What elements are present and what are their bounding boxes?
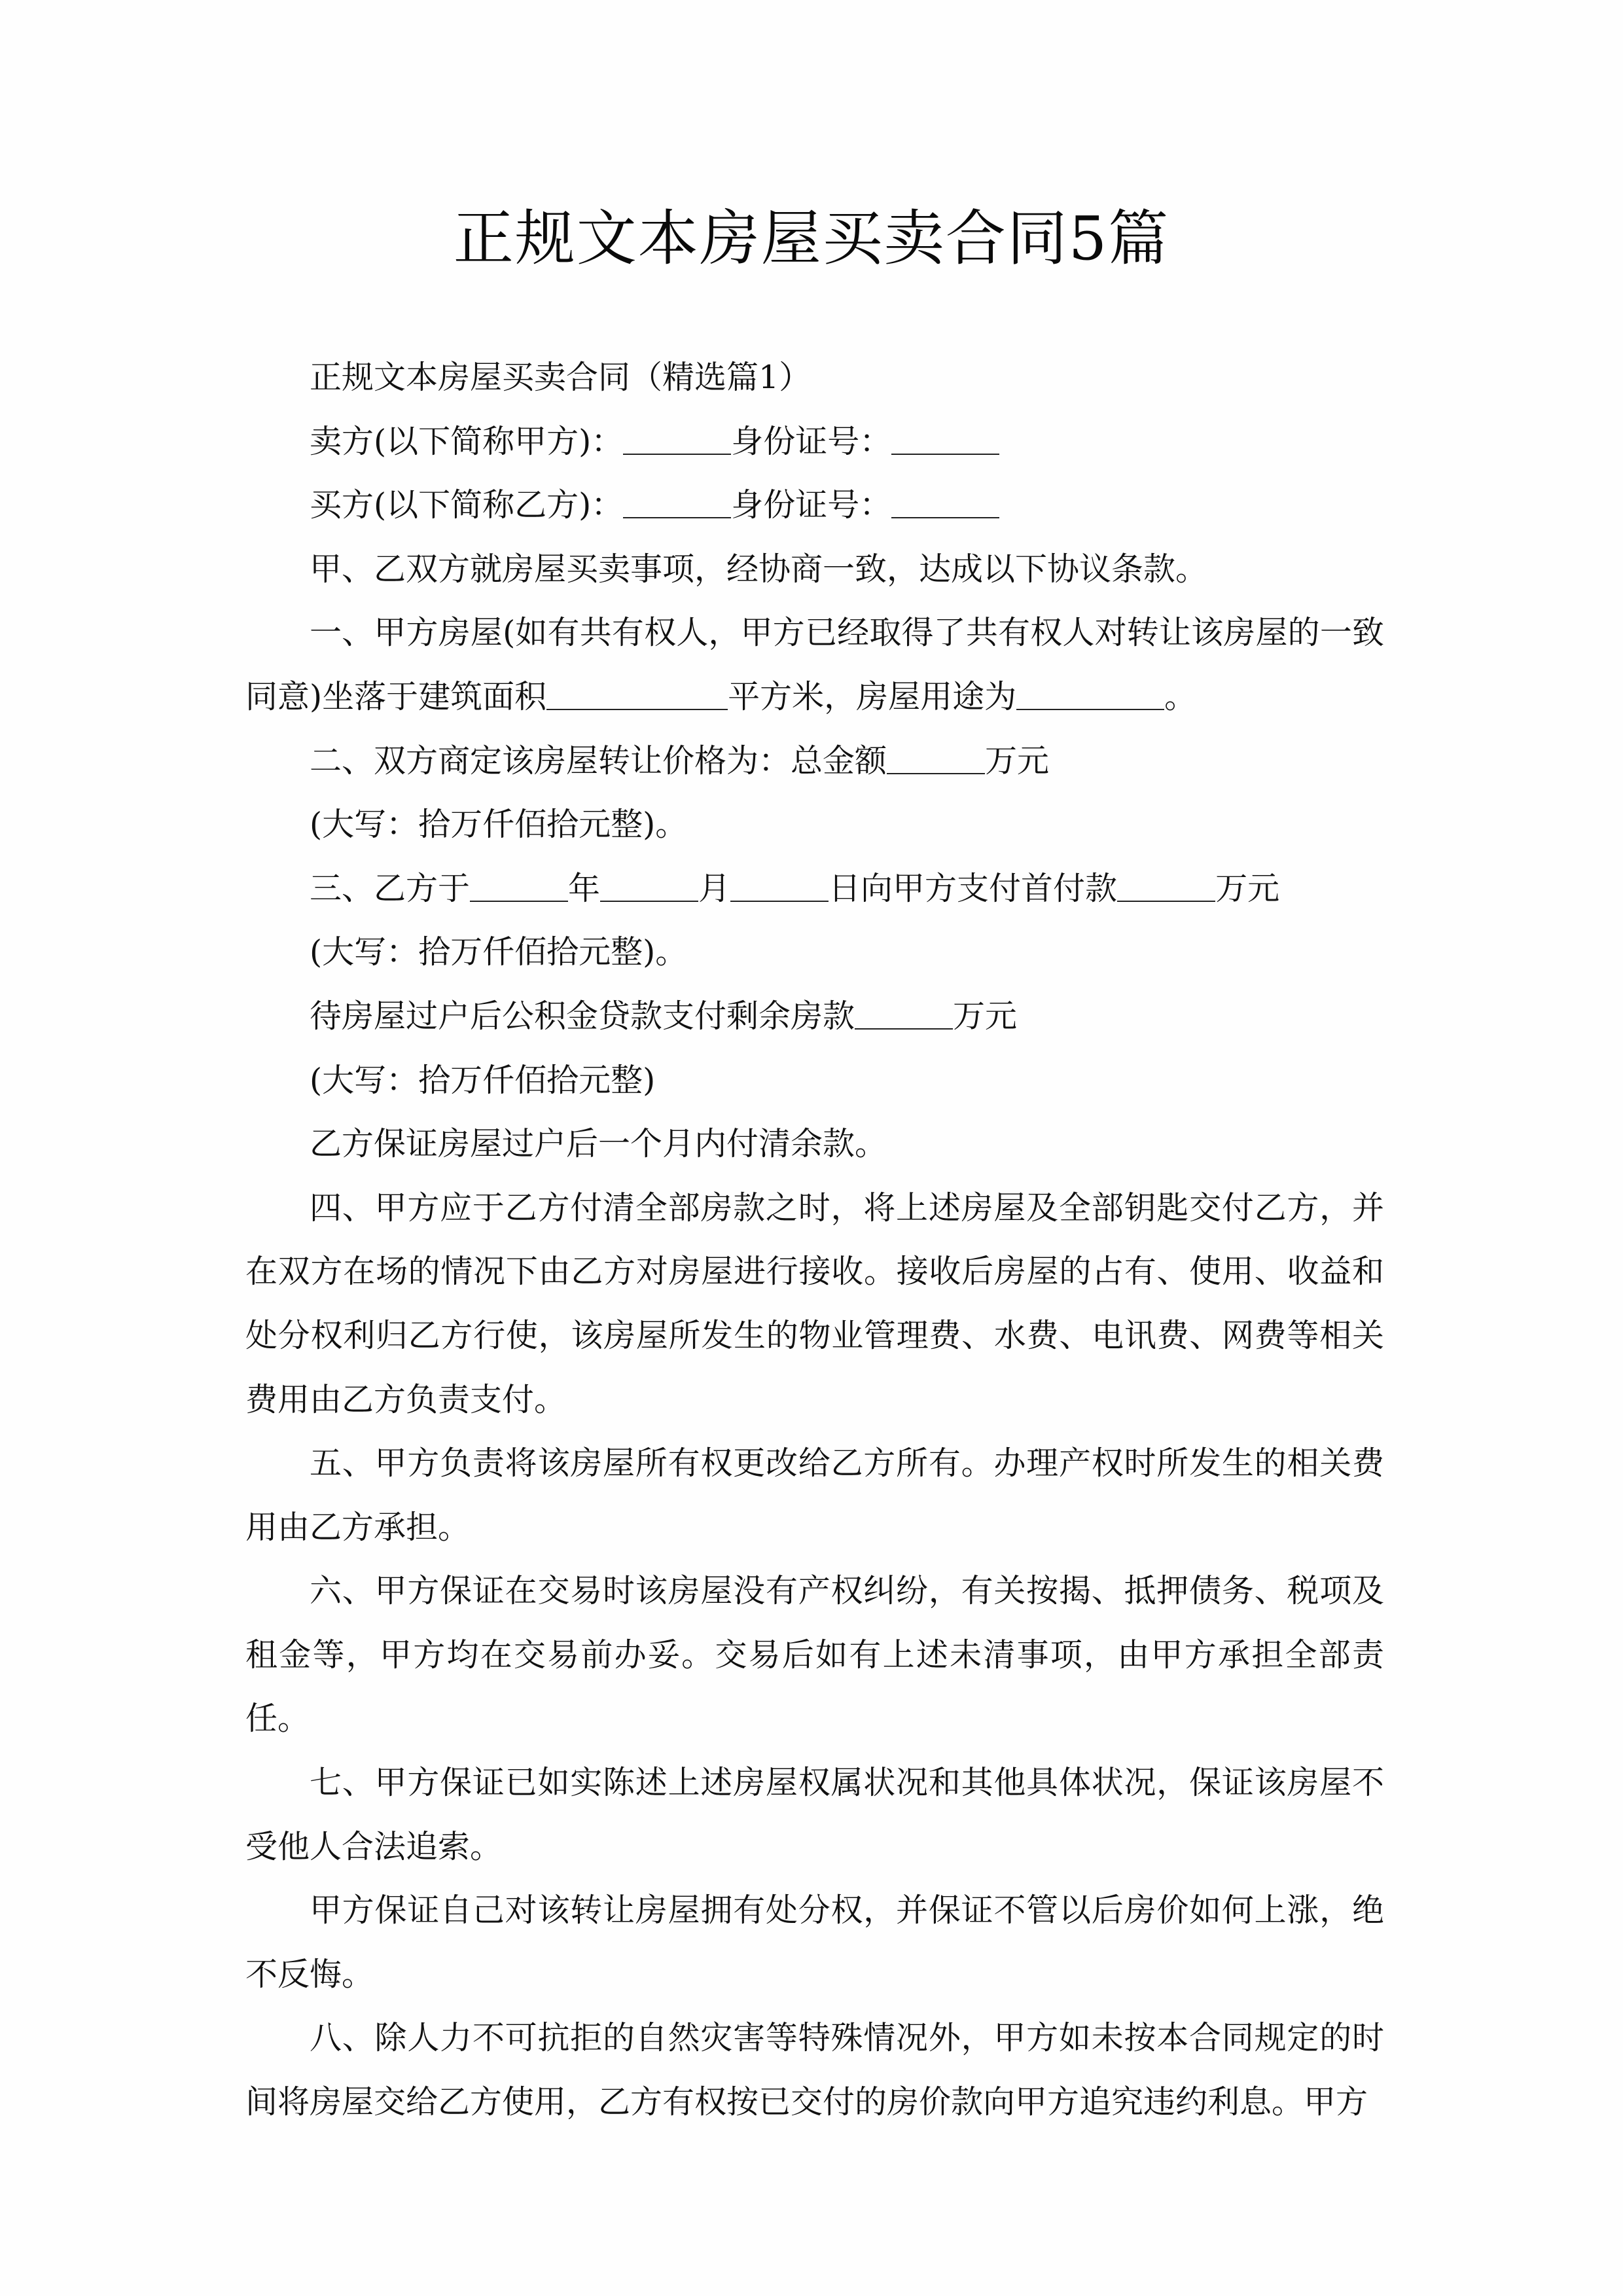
area-blank[interactable] [546,671,728,710]
section-heading: 正规文本房屋买卖合同（精选篇1） [310,359,812,396]
clause-3-text-c: 万元 [1215,869,1280,907]
guarantee-disposal: 甲方保证自己对该转让房屋拥有处分权，并保证不管以后房价如何上涨，绝不反悔。 [245,1892,1384,1993]
capital-amount-3: (大写：拾万仟佰拾元整) [310,1061,656,1099]
clause-3-text-b: 日向甲方支付首付款 [829,869,1118,907]
seller-id-blank[interactable] [891,416,999,455]
remaining-text-b: 万元 [953,997,1018,1035]
remaining-payment [245,984,1384,1049]
clause-3-text-a: 三、乙方于 [310,869,471,907]
buyer-label: 买方(以下简称乙方)： [310,486,624,524]
clause-4: 四、甲方应于乙方付清全部房款之时，将上述房屋及全部钥匙交付乙方，并在双方在场的情况下由乙方对房屋进行接收。接收后房屋的占有、使用、收益和处分权利归乙方行使，该房屋所发生的物业管理费、水费、电讯费、网费等相关费用由乙方负责支付。 [245,1189,1384,1418]
remaining-amount-blank[interactable] [855,990,953,1030]
buyer-name-blank[interactable] [623,479,731,518]
capital-amount-2: (大写：拾万仟佰拾元整)。 [310,933,688,971]
clause-1-text-c: 。 [1164,677,1197,715]
year-label: 年 [568,869,601,907]
seller-label: 卖方(以下简称甲方)： [310,422,624,460]
year-blank[interactable] [470,863,568,902]
seller-id-label: 身份证号： [731,422,892,460]
usage-blank[interactable] [1016,671,1164,710]
buyer-line [245,473,1384,537]
clause-5: 五、甲方负责将该房屋所有权更改给乙方所有。办理产权时所发生的相关费用由乙方承担。 [245,1444,1384,1546]
clause-6: 六、甲方保证在交易时该房屋没有产权纠纷，有关按揭、抵押债务、税项及租金等，甲方均在交易前办妥。交易后如有上述未清事项，由甲方承担全部责任。 [245,1572,1384,1738]
clause-2-text-a: 二、双方商定该房屋转让价格为：总金额 [310,742,887,780]
month-blank[interactable] [600,863,698,902]
down-payment-blank[interactable] [1117,863,1215,902]
document-title: 正规文本房屋买卖合同5篇 [453,204,1170,274]
clause-3 [245,857,1384,921]
remaining-text-a: 待房屋过户后公积金贷款支付剩余房款 [310,997,855,1035]
clause-2 [245,729,1384,793]
total-price-blank[interactable] [887,735,985,774]
seller-line [245,410,1384,474]
clause-2-text-b: 万元 [985,742,1050,780]
day-blank[interactable] [730,863,829,902]
intro-paragraph: 甲、乙双方就房屋买卖事项，经协商一致，达成以下协议条款。 [310,550,1208,588]
clause-7: 七、甲方保证已如实陈述上述房屋权属状况和其他具体状况，保证该房屋不受他人合法追索。 [245,1764,1384,1865]
buyer-id-label: 身份证号： [731,486,892,524]
document-body [245,346,1384,2134]
clause-1-text-b: 平方米，房屋用途为 [728,677,1017,715]
clause-8: 八、除人力不可抗拒的自然灾害等特殊情况外，甲方如未按本合同规定的时间将房屋交给乙方使用，乙方有权按已交付的房价款向甲方追究违约利息。甲方 [245,2019,1384,2121]
seller-name-blank[interactable] [623,416,731,455]
buyer-id-blank[interactable] [891,479,999,518]
clause-1 [245,601,1384,728]
guarantee-payment: 乙方保证房屋过户后一个月内付清余款。 [310,1125,887,1163]
clause-1-text-a: 一、甲方房屋(如有共有权人，甲方已经取得了共有权人对转让该房屋的一致同意)坐落于建筑面积 [245,614,1384,715]
capital-amount-1: (大写：拾万仟佰拾元整)。 [310,806,688,844]
month-label: 月 [698,869,731,907]
